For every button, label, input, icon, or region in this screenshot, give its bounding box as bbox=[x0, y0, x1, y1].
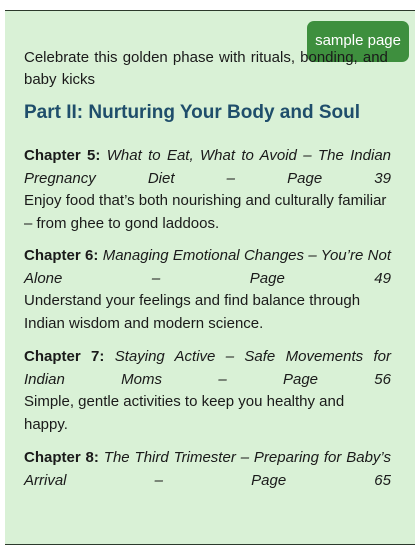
chapter-entry bbox=[24, 145, 391, 235]
sample-page-badge: sample page bbox=[307, 21, 409, 62]
chapter-label: Chapter 6: bbox=[24, 247, 99, 264]
document-page bbox=[5, 10, 415, 545]
part-title: Part II: Nurturing Your Body and Soul bbox=[24, 102, 361, 123]
chapter-label: Chapter 8: bbox=[24, 449, 99, 466]
chapter-label: Chapter 5: bbox=[24, 147, 101, 164]
chapter-description: Understand your feelings and find balance through Indian wisdom and modern science. bbox=[24, 292, 361, 332]
chapter-heading bbox=[24, 145, 391, 190]
chapter-label: Chapter 7: bbox=[24, 348, 105, 365]
chapter-title: The Third Trimester – Preparing for Baby’s Arrival – Page 65 bbox=[24, 449, 391, 489]
chapter-heading bbox=[24, 447, 391, 492]
chapter-heading bbox=[24, 346, 391, 391]
chapter-entry bbox=[24, 245, 391, 335]
intro-text: Celebrate this golden phase with rituals, bonding, and baby kicks bbox=[24, 49, 388, 88]
chapter-entry bbox=[24, 346, 391, 436]
chapter-heading bbox=[24, 245, 391, 290]
chapter-title: Managing Emotional Changes – You’re Not Alone – Page 49 bbox=[24, 247, 391, 287]
chapter-title: What to Eat, What to Avoid – The Indian Pregnancy Diet – Page 39 bbox=[24, 147, 391, 187]
chapter-title: Staying Active – Safe Movements for Indian Moms – Page 56 bbox=[24, 348, 392, 388]
chapter-description: Simple, gentle activities to keep you healthy and happy. bbox=[24, 393, 345, 433]
chapter-entry bbox=[24, 447, 391, 492]
chapter-description: Enjoy food that’s both nourishing and culturally familiar – from ghee to gond laddoos. bbox=[24, 192, 387, 232]
